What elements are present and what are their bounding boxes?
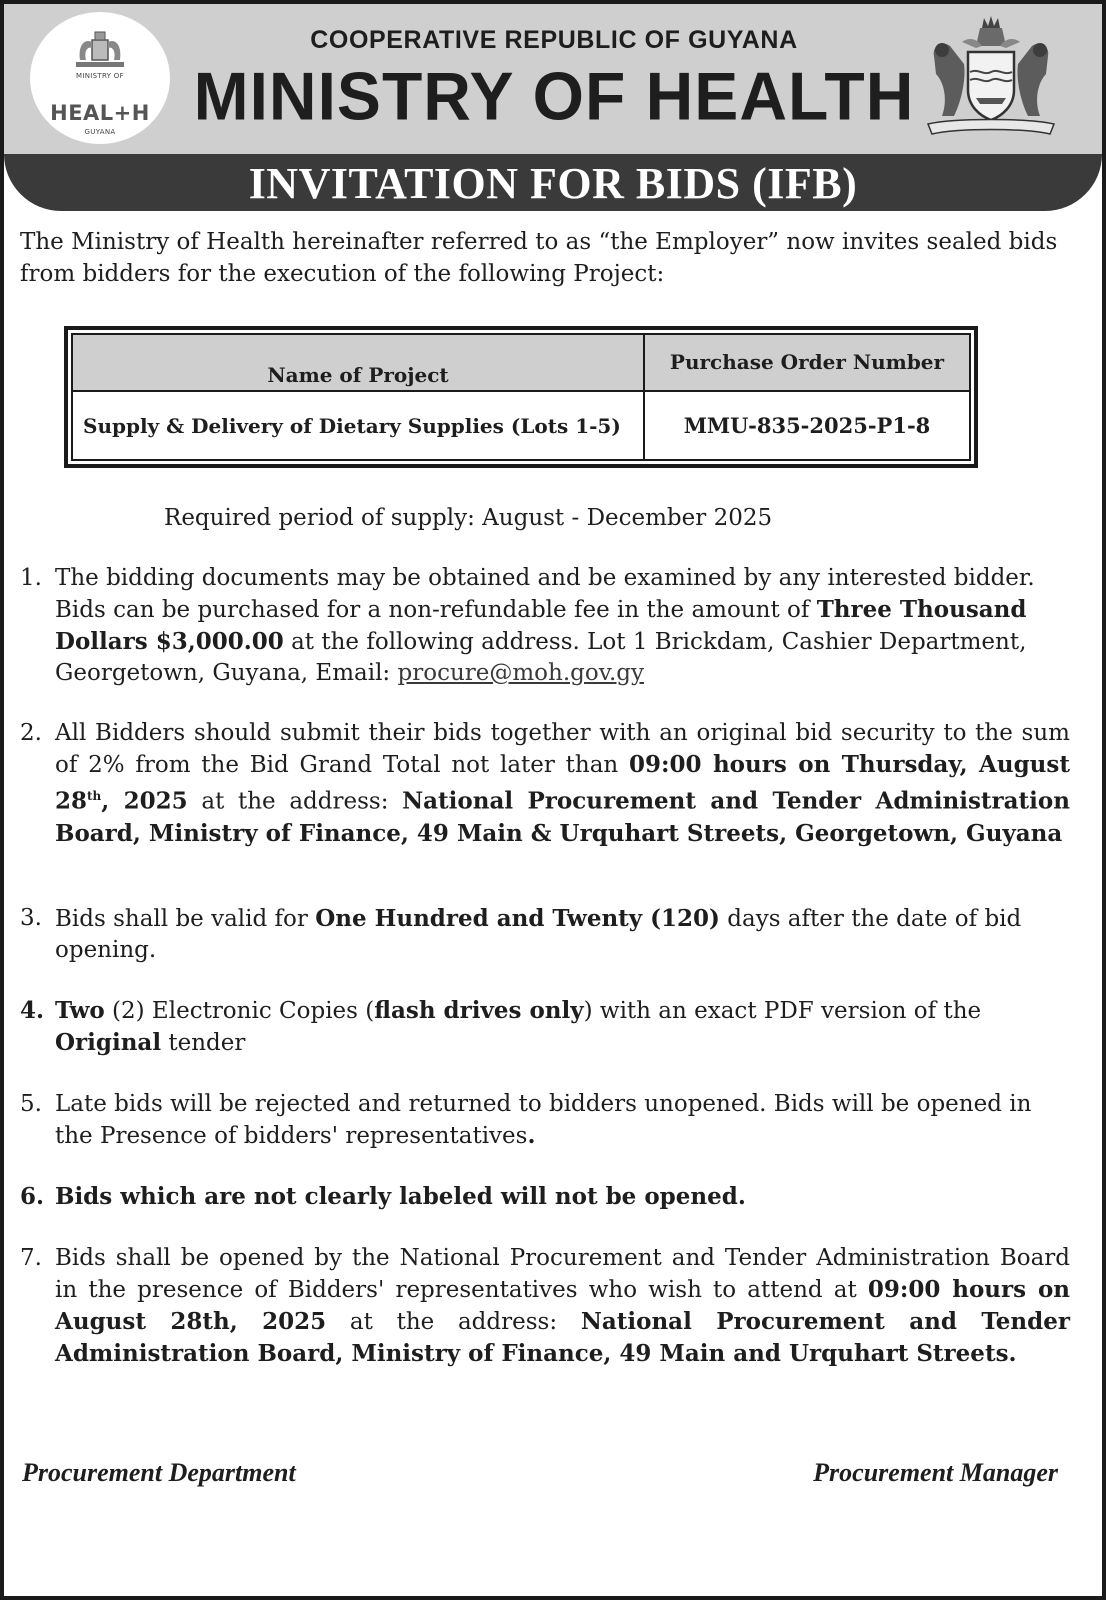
country-name: COOPERATIVE REPUBLIC OF GUYANA <box>310 26 798 54</box>
list-item-4 <box>20 995 1070 1059</box>
notice-title: INVITATION FOR BIDS (IFB) <box>248 159 858 208</box>
guyana-coat-of-arms-icon <box>924 16 1058 140</box>
item-number: 5. <box>20 1091 42 1117</box>
intro-paragraph: The Ministry of Health hereinafter referred to as “the Employer” now invites sealed bids from bidders for the execution of the following Project: <box>20 229 1058 287</box>
item-number: 1. <box>20 565 42 591</box>
item-text: All Bidders should submit their bids together with an original bid security to the sum of 2% from the Bid Grand Total not later than 09:00 hours on Thursday, August 28th, 2025 at the address: National Procurement and Tender Administration Board, Ministry of Finance, 49 Main & Urquhart Streets, Georgetown, Guyana <box>55 720 1070 847</box>
item-text: Late bids will be rejected and returned to bidders unopened. Bids will be opened in the Presence of bidders' representatives. <box>55 1091 1032 1149</box>
column-header-project: Name of Project <box>72 334 644 391</box>
item-text: Bids which are not clearly labeled will not be opened. <box>55 1183 746 1210</box>
item-text: The bidding documents may be obtained and be examined by any interested bidder. Bids can be purchased for a non-refundable fee in the amount of Three Thousand Dollars $3,000.00 at the following address. Lot 1 Brickdam, Cashier Department, Georgetown, Guyana, Email: procure@moh.gov.gy <box>55 565 1035 686</box>
item-text: Bids shall be opened by the National Procurement and Tender Administration Board in the presence of Bidders' representatives who wish to attend at 09:00 hours on August 28th, 2025 at the address: National Procurement and Tender Administration Board, Ministry of Finance, 49 Main and Urquhart Streets. <box>55 1245 1071 1367</box>
list-item-7 <box>20 1243 1070 1370</box>
footer-procurement-department: Procurement Department <box>22 1458 296 1487</box>
item-number: 4. <box>20 997 45 1024</box>
item-number: 6. <box>20 1183 45 1210</box>
footer-procurement-manager: Procurement Manager <box>813 1458 1058 1487</box>
column-header-po-number: Purchase Order Number <box>644 334 970 391</box>
item-number: 3. <box>20 905 42 931</box>
po-number-cell: MMU-835-2025-P1-8 <box>644 391 970 460</box>
list-item-6 <box>20 1181 1070 1213</box>
email-link[interactable]: procure@moh.gov.gy <box>397 660 645 686</box>
list-item-3 <box>20 903 1070 966</box>
list-item-2 <box>20 718 1070 850</box>
table-header-row <box>72 334 970 391</box>
item-number: 2. <box>20 720 42 746</box>
supply-period: Required period of supply: August - December 2025 <box>164 505 773 531</box>
project-name-cell: Supply & Delivery of Dietary Supplies (Lots 1-5) <box>72 391 644 460</box>
mini-crest-icon <box>70 26 130 72</box>
item-number: 7. <box>20 1245 42 1271</box>
project-table-frame <box>64 326 978 468</box>
list-item-1 <box>20 563 1070 689</box>
header <box>4 4 1102 154</box>
ministry-name: MINISTRY OF HEALTH <box>193 58 915 134</box>
project-table <box>71 333 971 461</box>
ministry-of-health-logo: MINISTRY OF HEAL+H GUYANA <box>30 12 170 144</box>
title-banner <box>4 154 1102 211</box>
table-row <box>72 391 970 460</box>
item-text: Two (2) Electronic Copies (flash drives only) with an exact PDF version of the Original tender <box>55 997 982 1056</box>
list-item-5 <box>20 1089 1070 1152</box>
item-text: Bids shall be valid for One Hundred and Twenty (120) days after the date of bid opening. <box>55 905 1022 963</box>
